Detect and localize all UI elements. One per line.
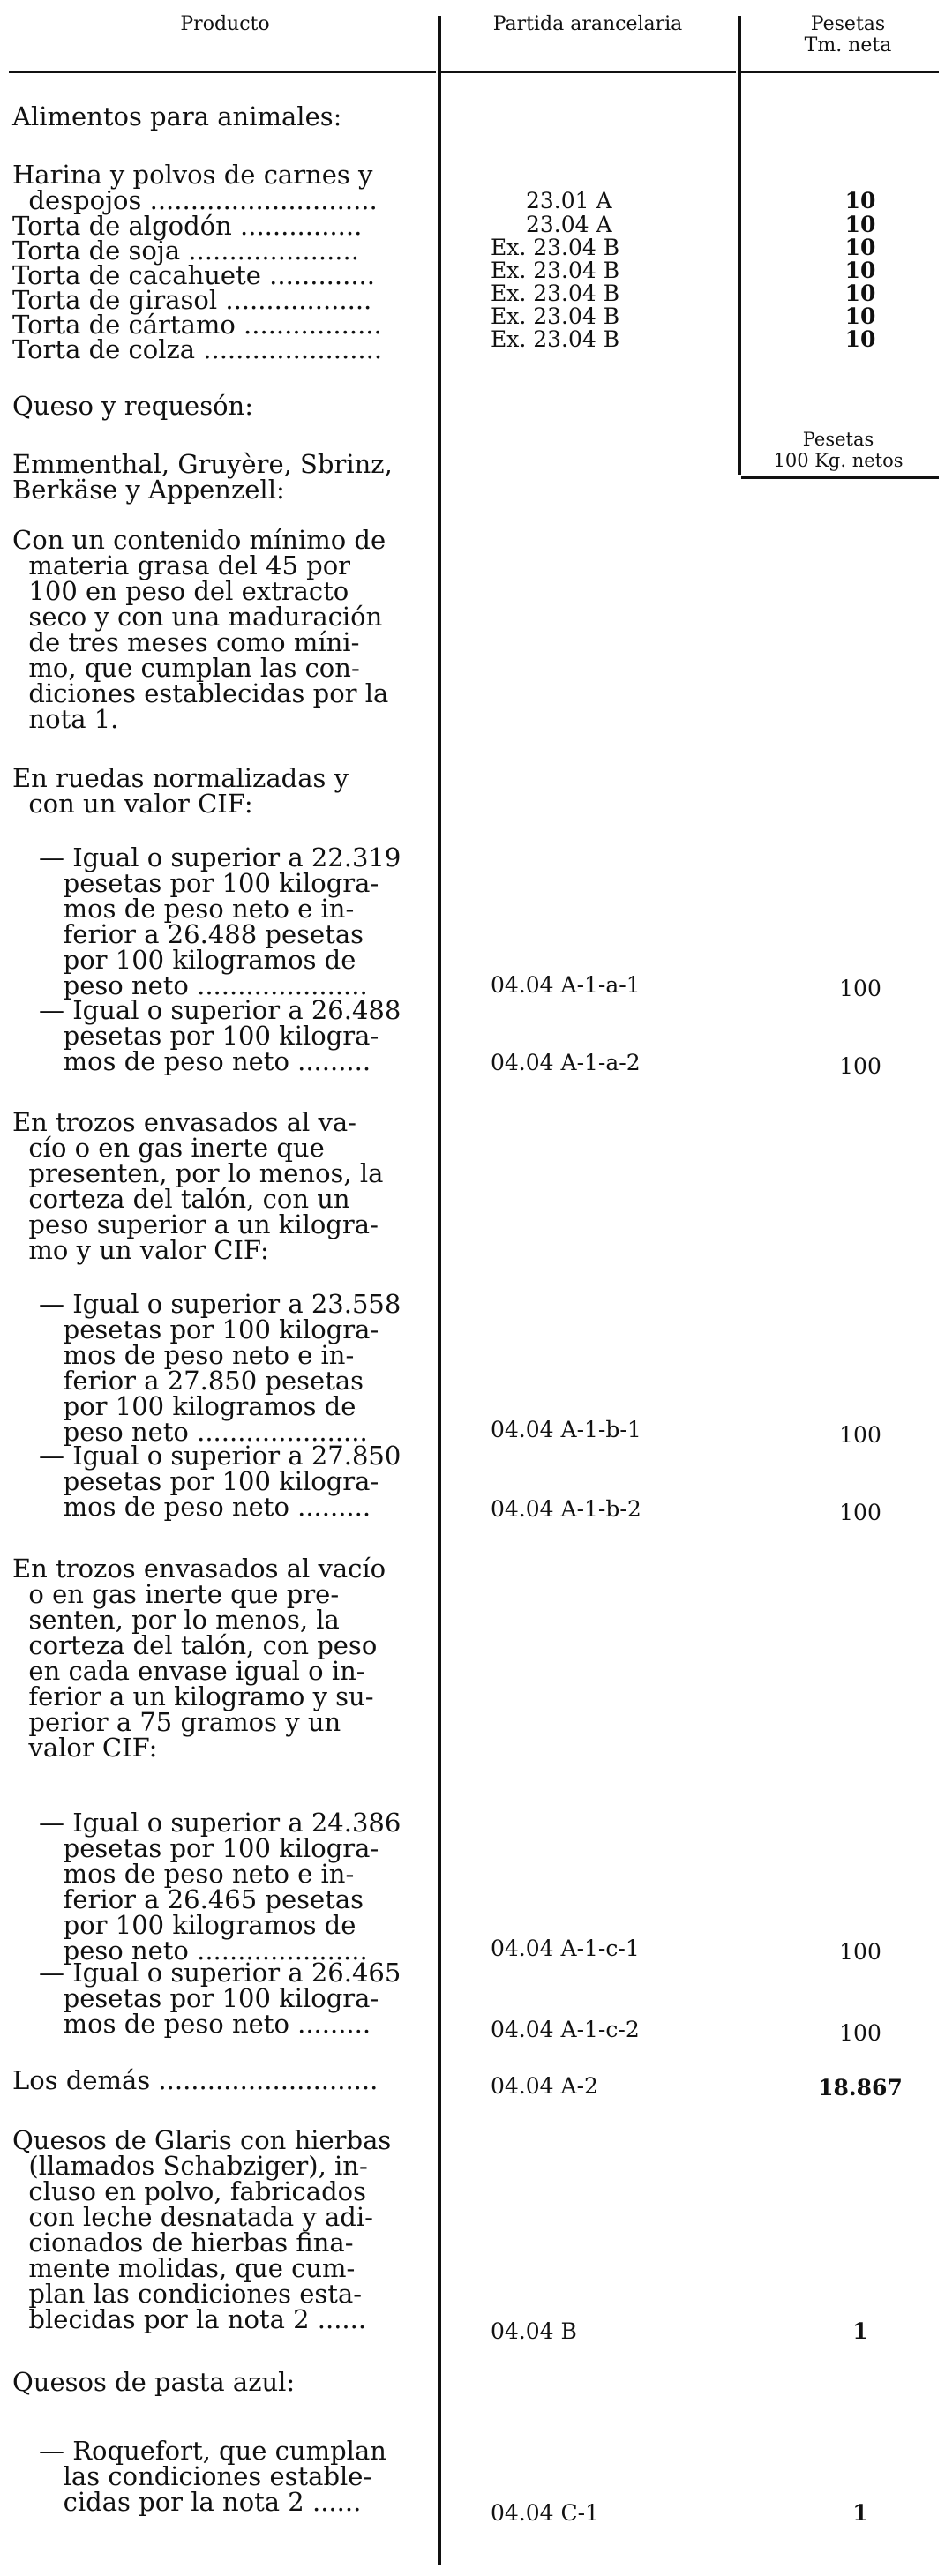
header-underline-right	[741, 71, 939, 73]
demas-code: 04.04 A-2	[491, 2073, 598, 2099]
a1c1-code: 04.04 A-1-c-1	[491, 1936, 640, 1961]
a1c2-description: — Igual o superior a 26.465 pesetas por 100 kilogra- mos de peso neto .........	[39, 1958, 401, 2039]
glaris-value: 1	[852, 2318, 868, 2344]
a1b2-description: — Igual o superior a 27.850 pesetas por 100 kilogra- mos de peso neto .........	[39, 1441, 401, 1522]
pasta-azul-heading: Quesos de pasta azul:	[12, 2367, 296, 2397]
cacahuete-description: Torta de cacahuete .............	[12, 260, 375, 290]
a1b2-code: 04.04 A-1-b-2	[491, 1496, 641, 1522]
cacahuete-code: Ex. 23.04 B	[491, 258, 620, 283]
soja-value: 10	[844, 235, 876, 260]
soja-description: Torta de soja .....................	[12, 236, 359, 266]
a1a2-description: — Igual o superior a 26.488 pesetas por 100 kilogra- mos de peso neto .........	[39, 995, 401, 1076]
roquefort-description: — Roquefort, que cumplan las condiciones estable- cidas por la nota 2 ......	[39, 2436, 386, 2517]
cartamo-description: Torta de cártamo .................	[12, 310, 382, 340]
algodon-code: 23.04 A	[526, 212, 612, 237]
a1c1-description: — Igual o superior a 24.386 pesetas por 100 kilogra- mos de peso neto e in- ferior a 26.465 pesetas por 100 kilogramos de peso neto .....................	[39, 1808, 401, 1966]
cacahuete-value: 10	[844, 258, 876, 283]
header-underline-left	[9, 71, 436, 73]
colza-value: 10	[844, 326, 876, 352]
header-underline-middle	[441, 71, 736, 73]
colza-code: Ex. 23.04 B	[491, 326, 620, 352]
a1a2-value: 100	[839, 1053, 881, 1079]
a1b1-code: 04.04 A-1-b-1	[491, 1417, 641, 1442]
cartamo-value: 10	[844, 303, 876, 329]
roquefort-code: 04.04 C-1	[491, 2500, 599, 2526]
header-producto: Producto	[180, 13, 270, 35]
contenido-paragraph: Con un contenido mínimo de materia grasa del 45 por 100 en peso del extracto seco y con una maduración de tres meses como míni- mo, que cumplan las con- diciones establecidas por la nota 1.	[12, 525, 389, 734]
harina-description: Harina y polvos de carnes y despojos ............................	[12, 160, 378, 215]
harina-code: 23.01 A	[526, 188, 612, 213]
cartamo-code: Ex. 23.04 B	[491, 303, 620, 329]
a1a1-code: 04.04 A-1-a-1	[491, 972, 641, 998]
a1c2-value: 100	[839, 2020, 881, 2046]
header-pesetas: Pesetas Tm. neta	[804, 13, 892, 56]
section-title-alimentos: Alimentos para animales:	[12, 101, 342, 131]
algodon-value: 10	[844, 212, 876, 237]
a1a1-description: — Igual o superior a 22.319 pesetas por 100 kilogra- mos de peso neto e in- ferior a 26.488 pesetas por 100 kilogramos de peso neto .....................	[39, 842, 401, 1000]
a1a2-code: 04.04 A-1-a-2	[491, 1050, 641, 1075]
section-title-queso: Queso y requesón:	[12, 391, 253, 421]
glaris-description: Quesos de Glaris con hierbas (llamados Schabziger), in- cluso en polvo, fabricados con leche desnatada y adi- cionados de hierbas fina- mente molidas, que cum- plan las condiciones esta- blecidas por la nota 2 ......	[12, 2125, 392, 2334]
a1a1-value: 100	[839, 976, 881, 1001]
subheader-underline	[741, 476, 939, 479]
harina-value: 10	[844, 188, 876, 213]
soja-code: Ex. 23.04 B	[491, 235, 620, 260]
a1c2-code: 04.04 A-1-c-2	[491, 2017, 640, 2042]
a1b1-value: 100	[839, 1422, 881, 1448]
a1b2-value: 100	[839, 1500, 881, 1525]
a1b1-description: — Igual o superior a 23.558 pesetas por 100 kilogra- mos de peso neto e in- ferior a 27.850 pesetas por 100 kilogramos de peso neto .....................	[39, 1289, 401, 1447]
emmenthal-heading: Emmenthal, Gruyère, Sbrinz, Berkäse y Appenzell:	[12, 449, 393, 505]
a1c1-value: 100	[839, 1939, 881, 1965]
girasol-description: Torta de girasol ..................	[12, 285, 372, 315]
roquefort-value: 1	[852, 2500, 868, 2526]
header-partida: Partida arancelaria	[492, 13, 683, 35]
column-divider-left	[438, 16, 441, 2565]
glaris-code: 04.04 B	[491, 2318, 577, 2344]
girasol-code: Ex. 23.04 B	[491, 281, 620, 306]
trozos-heading-1: En trozos envasados al va- cío o en gas inerte que presenten, por lo menos, la corteza del talón, con un peso superior a un kilogra- mo y un valor CIF:	[12, 1107, 384, 1265]
demas-description: Los demás ...........................	[12, 2065, 379, 2095]
girasol-value: 10	[844, 281, 876, 306]
ruedas-heading: En ruedas normalizadas y con un valor CIF:	[12, 763, 349, 819]
demas-value: 18.867	[818, 2075, 903, 2100]
subheader-pesetas-100kg: Pesetas 100 Kg. netos	[773, 429, 904, 471]
trozos-heading-2: En trozos envasados al vacío o en gas inerte que pre- senten, por lo menos, la corteza del talón, con peso en cada envase igual o in- ferior a un kilogramo y su- perior a 75 gramos y un valor CIF:	[12, 1554, 386, 1763]
colza-description: Torta de colza ......................	[12, 334, 383, 364]
algodon-description: Torta de algodón ...............	[12, 211, 363, 241]
